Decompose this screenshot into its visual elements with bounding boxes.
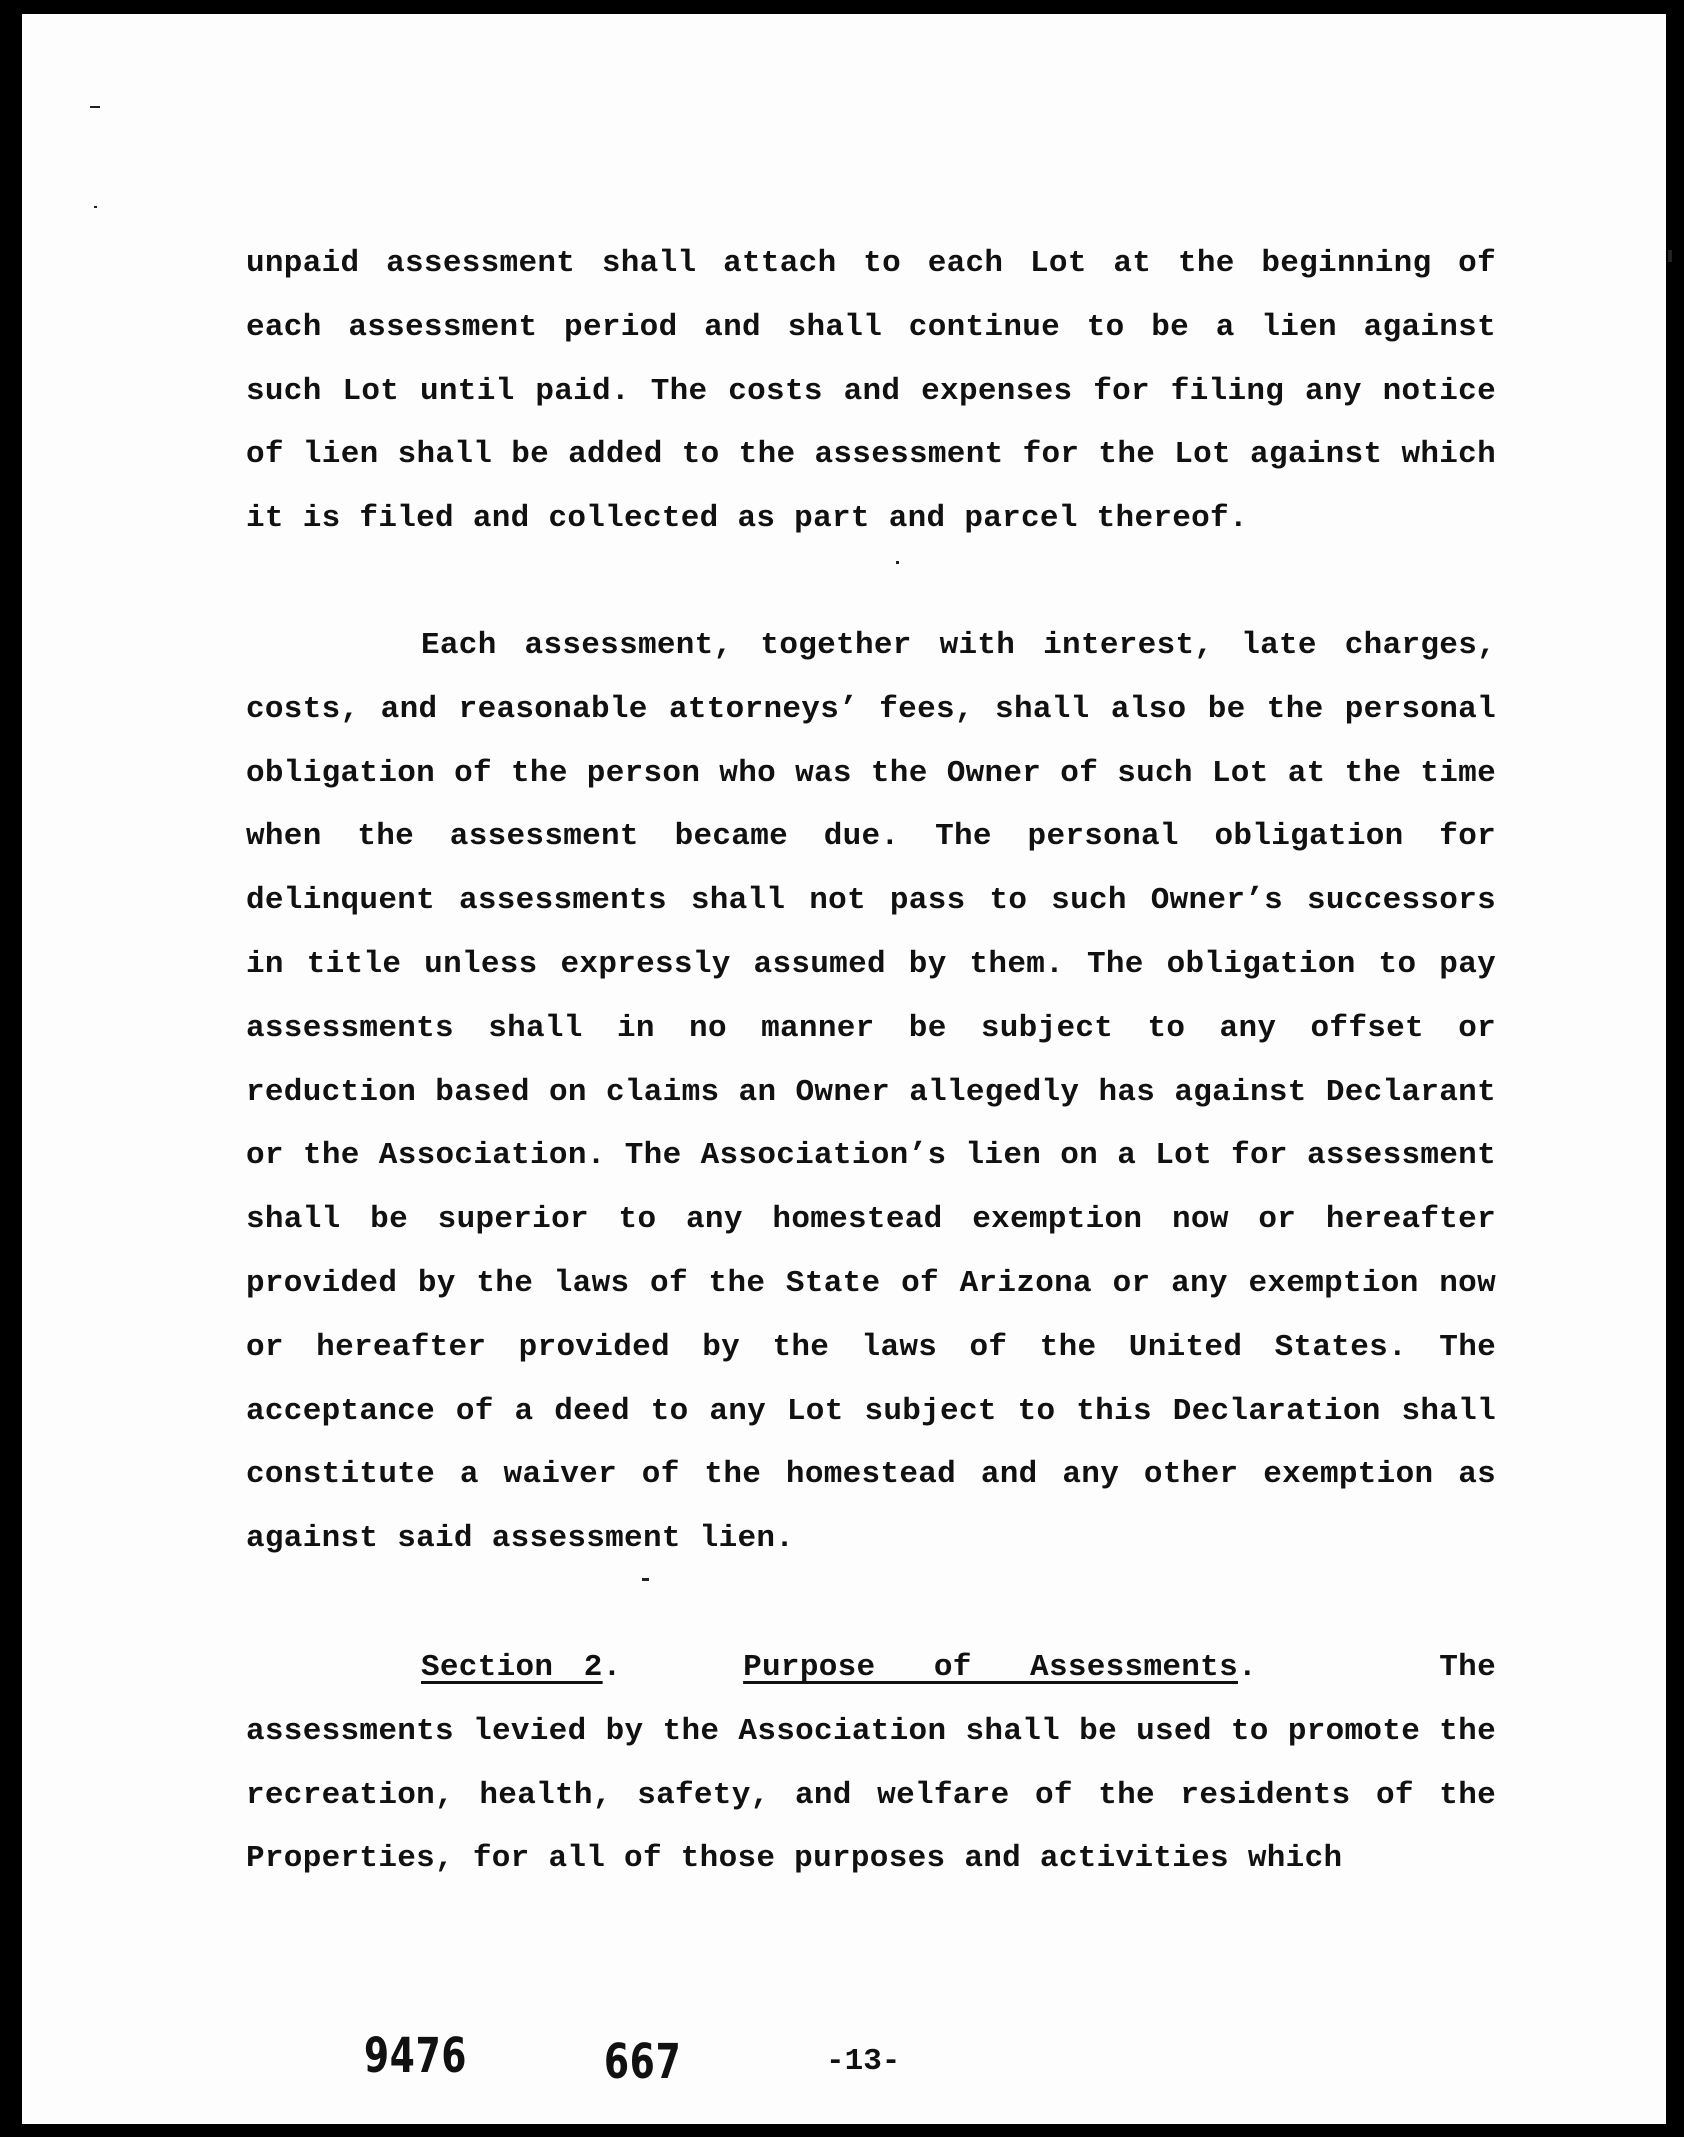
scan-speck — [94, 206, 97, 208]
section-2-paragraph — [246, 1636, 1496, 1891]
scan-speck — [896, 561, 899, 564]
paragraph-text: Each assessment, together with interest, late charges, costs, and reasonable attorneys’ fees, shall also be the personal obligation of the person who was the Owner of such Lot at the time when the assessment became due. The personal obligation for delinquent assessments shall not pass to such Owner’s successors in title unless expressly assumed by them. The obligation to pay assessments shall in no manner be subject to any offset or reduction based on claims an Owner allegedly has against Declarant or the Association. The Association’s lien on a Lot for assessment shall be superior to any homestead exemption now or hereafter provided by the laws of the State of Arizona or any exemption now or hereafter provided by the laws of the United States. The acceptance of a deed to any Lot subject to this Declaration shall constitute a waiver of the homestead and any other exemption as against said assessment lien. — [246, 628, 1496, 1557]
scan-speck — [90, 106, 100, 108]
paragraph-text: unpaid assessment shall attach to each Lot at the beginning of each assessment period and shall continue to be a lien against such Lot until paid. The costs and expenses for filing any notice of lien shall be added to the assessment for the Lot against which it is filed and collected as part and parcel thereof. — [246, 246, 1496, 537]
recording-page-number: 667 — [604, 2034, 682, 2090]
page-number: -13- — [826, 2044, 901, 2079]
section-label: Section 2 — [421, 1650, 603, 1685]
page-footer — [0, 2022, 1684, 2092]
section-2-text: Section 2. Purpose of Assessments. The assessments levied by the Association shall be used to promote the recreation, health, safety, and welfare of the residents of the Properties, for all of those purposes and activities which — [246, 1650, 1496, 1877]
paragraph-continued — [246, 232, 1496, 551]
section-body: The assessments levied by the Association shall be used to promote the recreation, health, safety, and welfare of the residents of the Properties, for all of those purposes and activities which — [246, 1650, 1496, 1877]
section-title: Purpose of Assessments — [743, 1650, 1238, 1685]
scan-speck — [642, 1578, 649, 1581]
paragraph-personal-obligation — [246, 614, 1496, 1571]
recording-book-number: 9476 — [364, 2028, 468, 2084]
scan-speck — [1668, 250, 1672, 262]
